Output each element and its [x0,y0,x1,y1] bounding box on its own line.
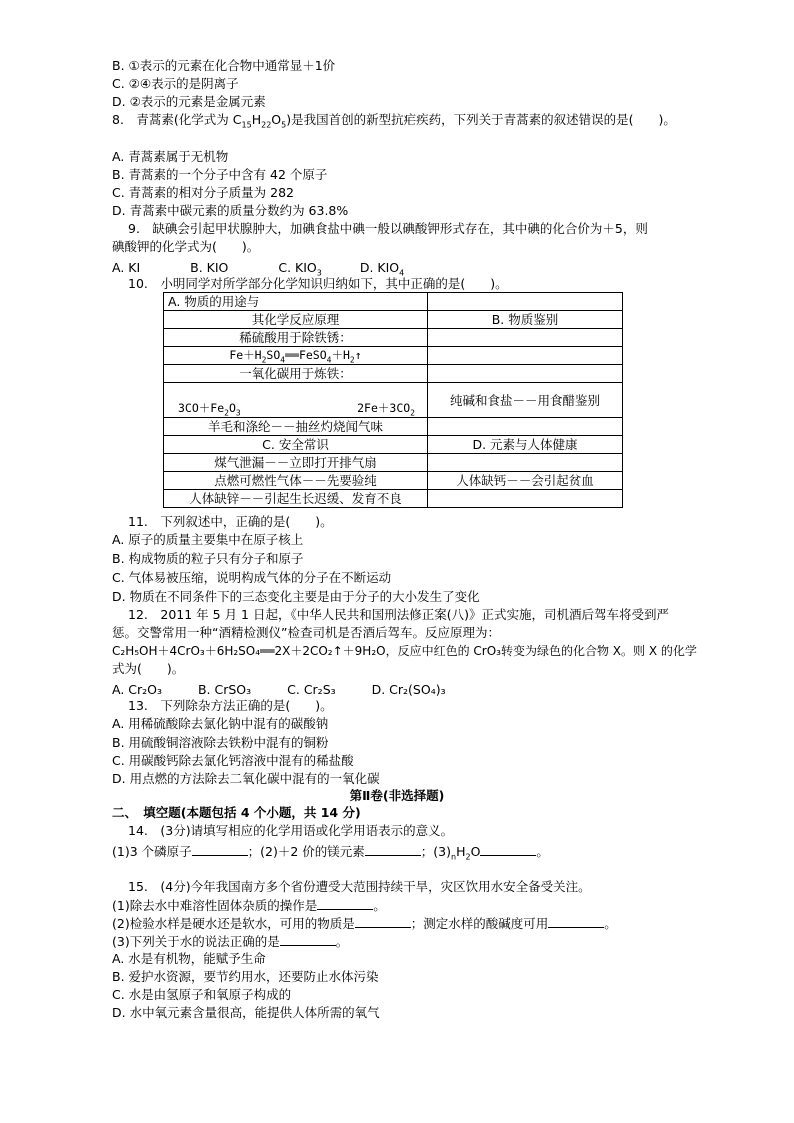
q9-option-b: B. KIO [190,260,229,275]
q8-stem: 8. 青蒿素(化学式为 $C_{15}H_{22}O_5$)是我国首创的新型抗疟疾药，下列关于青蒿素的叙述错误的是( )。 [112,112,676,130]
table-b-row4: 纯碱和食盐－－用食醋鉴别 [428,383,623,418]
q11-option-c: C. 气体易被压缩，说明构成气体的分子在不断运动 [112,570,392,585]
table-a-heading: A. 物质的用途与 [164,293,428,311]
q8-option-b: B. 青蒿素的一个分子中含有 42 个原子 [112,167,328,182]
q9-option-d: D. $KIO_4$ [359,260,405,278]
table-a-row2-equation: $Fe+H_2SO_4══FeSO_4+H_2↑$ [164,347,428,365]
q9-stem-line1: 9. 缺碘会引起甲状腺肿大，加碘食盐中碘一般以碘酸钾形式存在，其中碘的化合价为＋5，则 [128,221,648,236]
table-a-row4-equation: $3CO+Fe_2O_3$ $2Fe+3CO_2$ [164,383,428,418]
q11-option-d: D. 物质在不同条件下的三态变化主要是由于分子的大小发生了变化 [112,589,480,604]
q12-option-b: B. CrSO₃ [197,682,252,697]
table-a-row1: 稀硫酸用于除铁锈： [164,329,428,347]
q13-option-a: A. 用稀硫酸除去氯化钠中混有的碳酸钠 [112,716,329,731]
table-c-row3: 人体缺锌－－引起生长迟缓、发育不良 [164,490,428,508]
q12-equation: C₂H₅OH＋4CrO₃＋6H₂SO₄══2X＋2CO₂↑＋9H₂O，反应中红色的 CrO₃转变为绿色的化合物 X。则 X 的化学 [112,644,697,658]
q7-option-b: B. ①表示的元素在化合物中通常显＋1价 [112,58,336,73]
table-a-row3: 一氧化碳用于炼铁： [164,365,428,383]
q15-option-a: A. 水是有机物，能赋予生命 [112,951,266,966]
q9-option-a: A. KI [112,260,141,275]
q12-option-a: A. Cr₂O₃ [112,682,163,697]
q12-stem-line4: 式为( )。 [112,661,185,676]
table-a-row5: 羊毛和涤纶－－抽丝灼烧闻气味 [164,418,428,436]
q15-part1: (1)除去水中难溶性固体杂质的操作是 。 [112,898,386,913]
q13-option-c: C. 用碳酸钙除去氯化钙溶液中混有的稀盐酸 [112,753,354,768]
q14-blank-3[interactable] [480,842,536,856]
q10-stem: 10. 小明同学对所学部分化学知识归纳如下，其中正确的是( )。 [128,276,508,291]
q15-blank-2[interactable] [355,914,411,928]
q15-option-c: C. 水是由氢原子和氧原子构成的 [112,987,292,1002]
table-a-heading-cont: 其化学反应原理 [164,311,428,329]
q13-stem: 13. 下列除杂方法正确的是( )。 [128,698,333,713]
q8-option-d: D. 青蒿素中碳元素的质量分数约为 63.8% [112,203,349,218]
table-d-row2: 人体缺钙－－会引起贫血 [428,472,623,490]
q15-blank-1[interactable] [317,896,373,910]
q15-option-b: B. 爱护水资源，要节约用水，还要防止水体污染 [112,969,379,984]
table-c-row2: 点燃可燃性气体－－先要验纯 [164,472,428,490]
q13-option-d: D. 用点燃的方法除去二氧化碳中混有的一氧化碳 [112,771,380,786]
table-b-heading: B. 物质鉴别 [428,311,623,329]
q11-stem: 11. 下列叙述中，正确的是( )。 [128,514,333,529]
q8-option-c: C. 青蒿素的相对分子质量为 282 [112,185,295,200]
q14-stem: 14. (3分)请填写相应的化学用语或化学用语表示的意义。 [128,823,454,838]
q9-stem-line2: 碘酸钾的化学式为( )。 [112,239,260,254]
q14-parts: (1)3 个磷原子 ；(2)＋2 价的镁元素 ；$(3)_nH_2O$ 。 [112,844,549,862]
q12-option-d: D. Cr₂(SO₄)₃ [371,682,446,697]
q13-option-b: B. 用硫酸铜溶液除去铁粉中混有的铜粉 [112,735,329,750]
q14-blank-1[interactable] [192,842,248,856]
q7-option-d: D. ②表示的元素是金属元素 [112,94,266,109]
q15-blank-3[interactable] [548,914,604,928]
q9-option-c: C. $KIO_3$ [278,260,322,278]
section-2-title: 第Ⅱ卷(非选择题) [349,788,445,803]
q15-blank-4[interactable] [280,932,336,946]
table-d-heading: D. 元素与人体健康 [428,436,623,454]
q11-option-a: A. 原子的质量主要集中在原子核上 [112,532,304,547]
q12-stem-line2: 惩。交警常用一种“酒精检测仪”检查司机是否酒后驾车。反应原理为： [112,625,500,640]
q15-part2: (2)检验水样是硬水还是软水，可用的物质是 ；测定水样的酸碱度可用 。 [112,916,617,931]
table-c-heading: C. 安全常识 [164,436,428,454]
q15-option-d: D. 水中氧元素含量很高，能提供人体所需的氧气 [112,1005,380,1020]
q10-knowledge-table [163,292,623,508]
q14-blank-2[interactable] [365,842,421,856]
section-2-heading: 二、 填空题(本题包括 4 个小题，共 14 分) [112,805,361,820]
q15-stem: 15. (4分)今年我国南方多个省份遭受大范围持续干旱，灾区饮用水安全备受关注。 [128,879,591,894]
q12-option-c: C. Cr₂S₃ [287,682,336,697]
table-c-row1: 煤气泄漏－－立即打开排气扇 [164,454,428,472]
q7-option-c: C. ②④表示的是阴离子 [112,76,239,91]
q15-part3: (3)下列关于水的说法正确的是 。 [112,934,349,949]
q8-option-a: A. 青蒿素属于无机物 [112,149,229,164]
q11-option-b: B. 构成物质的粒子只有分子和原子 [112,551,304,566]
q12-stem-line1: 12. 2011 年 5 月 1 日起，《中华人民共和国刑法修正案(八)》正式实施，司机酒后驾车将受到严 [128,607,669,622]
